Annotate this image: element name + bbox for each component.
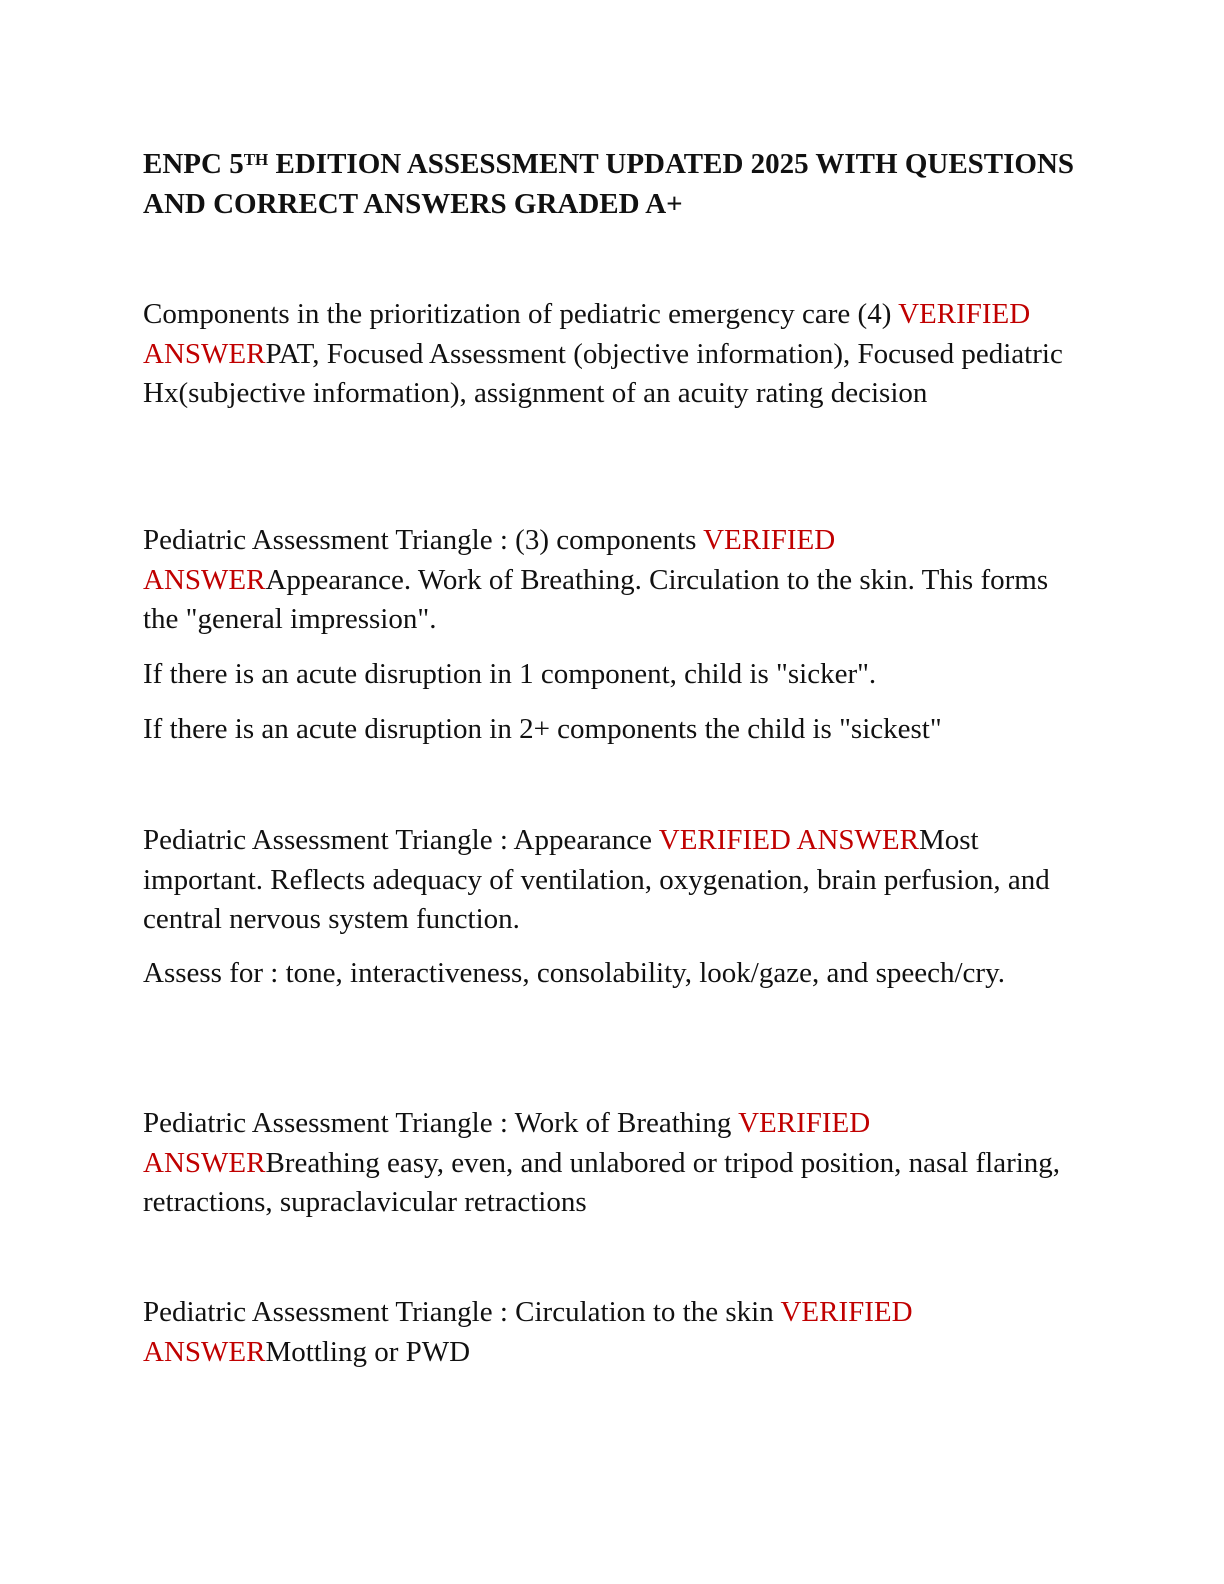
- verified-answer-label: VERIFIED ANSWER: [143, 298, 1031, 370]
- question-text: Pediatric Assessment Triangle : Work of Breathing: [143, 1107, 739, 1139]
- answer-text: Most important. Reflects adequacy of ventilation, oxygenation, brain perfusion, and central nervous system function.: [143, 824, 1050, 935]
- qa-item-3: [143, 821, 1083, 940]
- qa-item-5: [143, 1293, 1083, 1372]
- title-text-part2: EDITION ASSESSMENT UPDATED 2025 WITH QUESTIONS AND CORRECT ANSWERS GRADED A+: [143, 148, 1075, 220]
- verified-answer-label: VERIFIED ANSWER: [143, 1296, 913, 1368]
- question-text: Pediatric Assessment Triangle : (3) components: [143, 524, 704, 556]
- qa-item-1: [143, 295, 1083, 414]
- title-text-part1: ENPC 5: [143, 148, 244, 180]
- title-superscript: TH: [243, 150, 269, 169]
- verified-answer-label: VERIFIED ANSWER: [143, 1107, 871, 1179]
- qa-item-3-note-1: Assess for : tone, interactiveness, consolability, look/gaze, and speech/cry.: [143, 957, 1005, 989]
- question-text: Components in the prioritization of pediatric emergency care (4): [143, 298, 899, 330]
- qa-item-2: [143, 521, 1083, 640]
- answer-text: Breathing easy, even, and unlabored or tripod position, nasal flaring, retractions, supraclavicular retractions: [143, 1146, 1061, 1218]
- answer-text: Mottling or PWD: [265, 1335, 471, 1368]
- question-text: Pediatric Assessment Triangle : Circulation to the skin: [143, 1296, 781, 1328]
- qa-item-2-note-2: If there is an acute disruption in 2+ components the child is "sickest": [143, 713, 942, 745]
- question-text: Pediatric Assessment Triangle : Appearance: [143, 824, 659, 856]
- verified-answer-label: VERIFIED ANSWER: [143, 524, 836, 596]
- qa-item-2-note-1: If there is an acute disruption in 1 component, child is "sicker".: [143, 658, 877, 690]
- document-title: [143, 144, 1103, 224]
- answer-text: Appearance. Work of Breathing. Circulation to the skin. This forms the "general impression".: [143, 563, 1049, 635]
- verified-answer-label: VERIFIED ANSWER: [658, 824, 919, 856]
- answer-text: PAT, Focused Assessment (objective information), Focused pediatric Hx(subjective information), assignment of an acuity rating decision: [143, 337, 1063, 409]
- qa-item-4: [143, 1104, 1083, 1223]
